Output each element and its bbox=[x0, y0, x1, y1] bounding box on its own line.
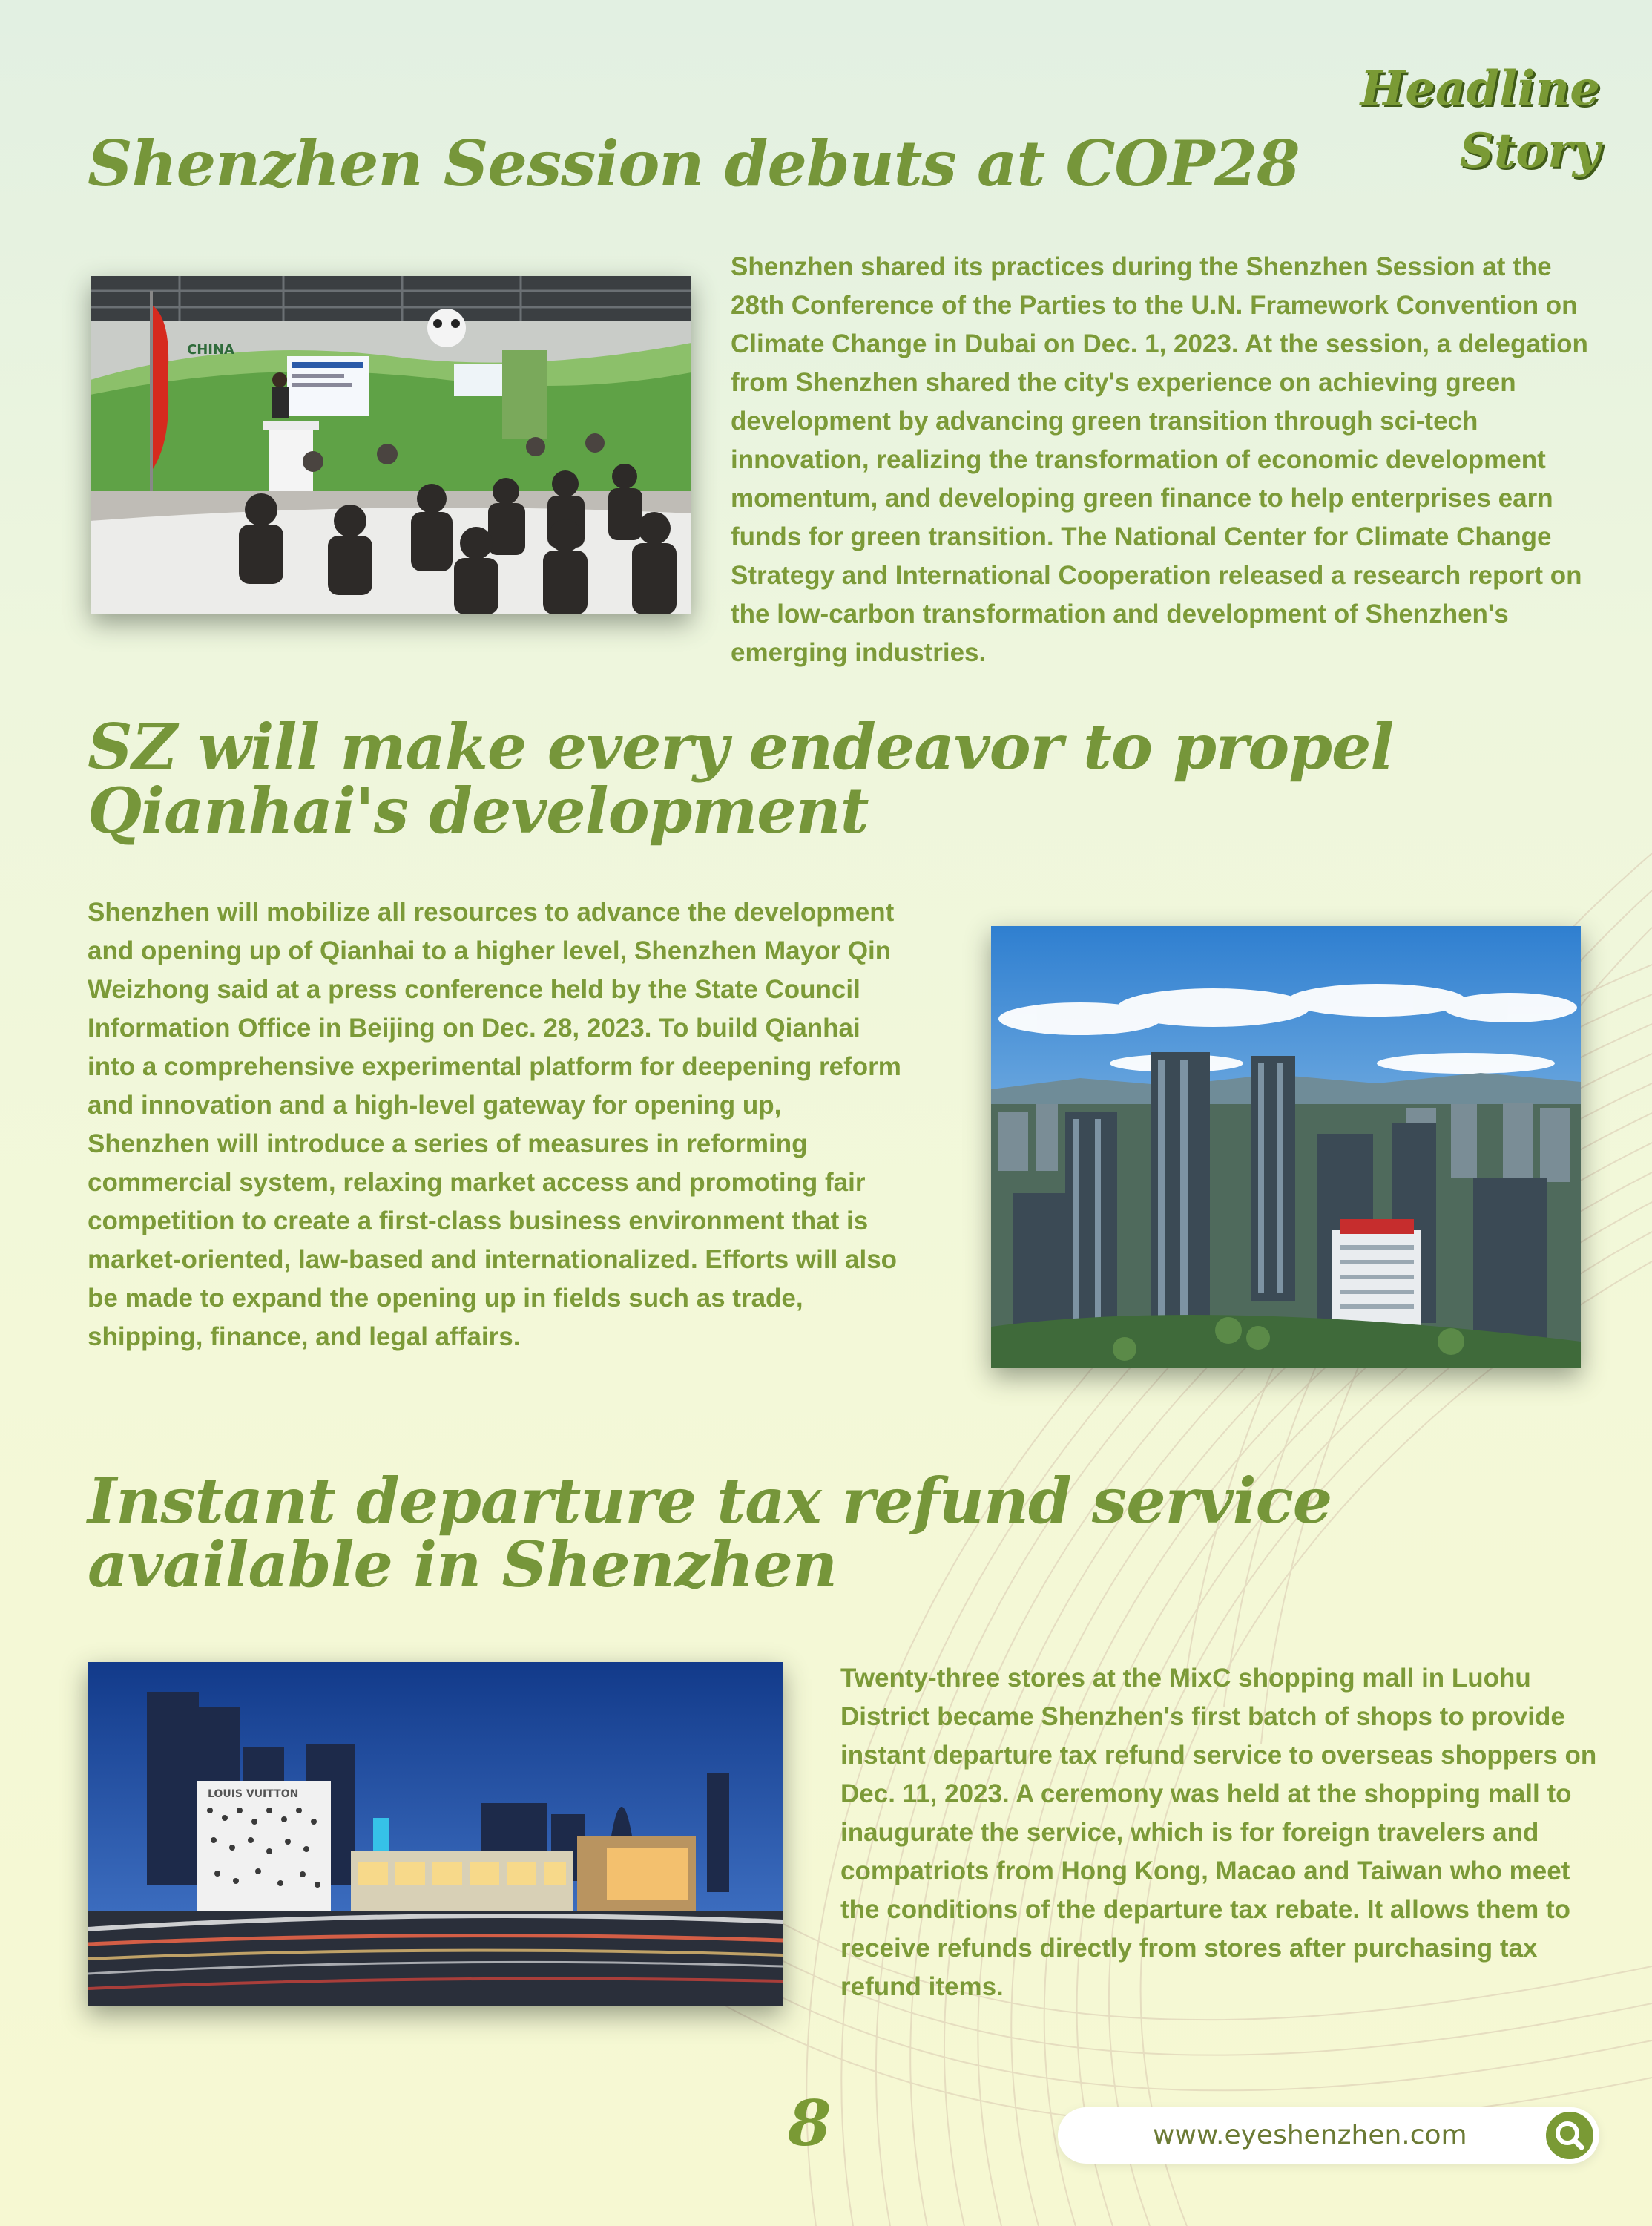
article-1-photo bbox=[91, 276, 691, 614]
article-3-body: Twenty-three stores at the MixC shopping mall in Luohu District became Shenzhen's first batch of shops to provide instant departure tax refund service to overseas shoppers on Dec. 11, 2023. A ceremony was held at the shopping mall to inaugurate the service, which is for foreign travelers and compatriots from Hong Kong, Macao and Taiwan who meet the conditions of the departure tax rebate. It allows them to receive refunds directly from stores after purchasing tax refund items. bbox=[840, 1664, 1597, 2001]
article-1-title bbox=[88, 127, 1300, 200]
section-tag bbox=[1360, 58, 1600, 183]
article-3-title bbox=[88, 1464, 1332, 1601]
article-2-title-line1: SZ will make every endeavor to propel bbox=[88, 710, 1394, 784]
article-2-body: Shenzhen will mobilize all resources to advance the development and opening up of Qianhai to a higher level, Shenzhen Mayor Qin Weizhong said at a press conference held by the State Council Information Office in Beijing on Dec. 28, 2023. To build Qianhai into a comprehensive experimental platform for deepening reform and innovation and a high-level gateway for opening up, Shenzhen will introduce a series of measures in reforming commercial system, relaxing market access and promoting fair competition to create a first-class business environment that is market-oriented, law-based and internationalized. Efforts will also be made to expand the opening up in fields such as trade, shipping, finance, and legal affairs. bbox=[88, 898, 901, 1351]
website-url-bar[interactable] bbox=[1058, 2107, 1599, 2164]
article-2-photo bbox=[991, 926, 1581, 1368]
article-1-body: Shenzhen shared its practices during the Shenzhen Session at the 28th Conference of the Parties to the U.N. Framework Convention on Climate Change in Dubai on Dec. 1, 2023. At the session, a delegation from Shenzhen shared the city's experience on achieving green development by advancing green transition through sci-tech innovation, realizing the transformation of economic development momentum, and developing green finance to help enterprises earn funds for green transition. The National Center for Climate Change Strategy and International Cooperation released a research report on the low-carbon transformation and development of Shenzhen's emerging industries. bbox=[731, 252, 1588, 667]
search-icon[interactable] bbox=[1546, 2112, 1593, 2159]
section-tag-line2: Story bbox=[1459, 123, 1600, 179]
article-3-photo bbox=[88, 1662, 783, 2006]
article-2-title-line2: Qianhai's development bbox=[88, 774, 869, 847]
page-number: 8 bbox=[788, 2087, 832, 2160]
store-sign-text: LOUIS VUITTON bbox=[208, 1788, 299, 1800]
article-1-title-line1: Shenzhen Session debuts at COP28 bbox=[88, 127, 1300, 200]
section-tag-line1: Headline bbox=[1360, 61, 1600, 116]
article-2-title bbox=[88, 710, 1394, 847]
website-url[interactable]: www.eyeshenzhen.com bbox=[1153, 2120, 1467, 2150]
pavilion-sign-text: CHINA bbox=[187, 342, 234, 358]
article-3-title-line1: Instant departure tax refund service bbox=[88, 1464, 1332, 1537]
article-3-title-line2: available in Shenzhen bbox=[88, 1528, 837, 1601]
